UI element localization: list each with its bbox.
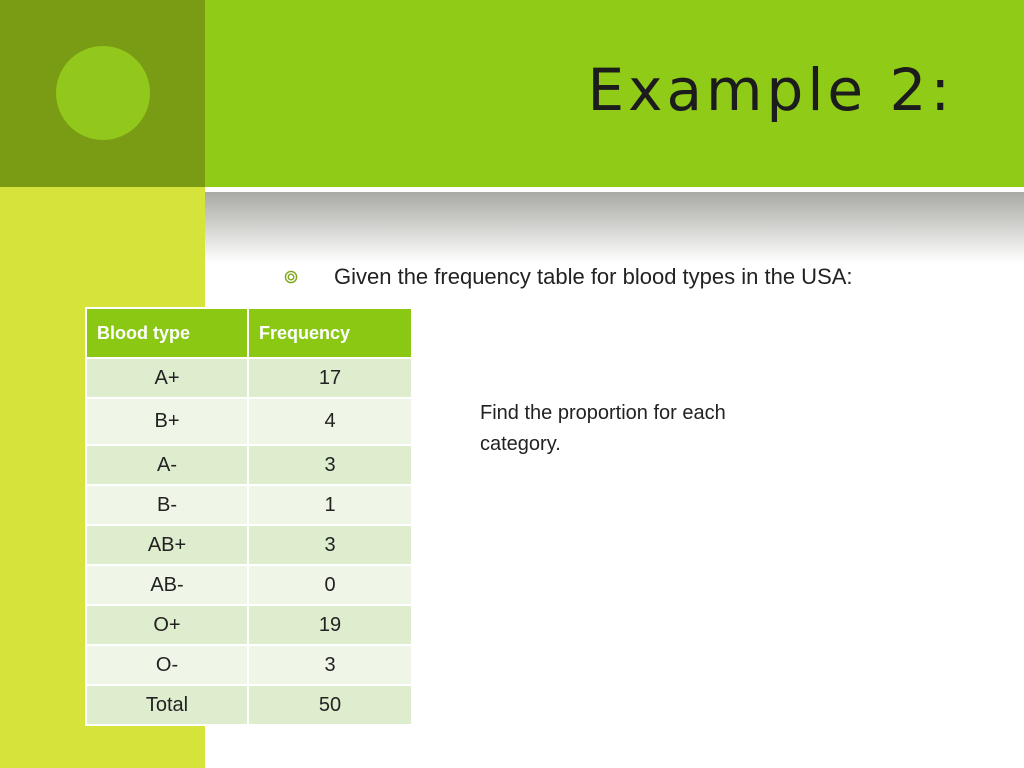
total-value-cell: 50 [248, 685, 412, 725]
frequency-cell: 19 [248, 605, 412, 645]
blood-type-cell: O+ [86, 605, 248, 645]
frequency-cell: 4 [248, 398, 412, 445]
blood-type-cell: B+ [86, 398, 248, 445]
column-header-blood-type: Blood type [86, 308, 248, 358]
frequency-cell: 17 [248, 358, 412, 398]
frequency-table [85, 307, 413, 726]
table-total-row [86, 685, 412, 725]
instruction-text: Find the proportion for each category. [480, 402, 726, 455]
table-row [86, 485, 412, 525]
total-label-cell: Total [86, 685, 248, 725]
decorative-circle [56, 46, 150, 140]
blood-type-cell: A+ [86, 358, 248, 398]
table-row [86, 605, 412, 645]
frequency-cell: 3 [248, 645, 412, 685]
column-header-frequency: Frequency [248, 308, 412, 358]
blood-type-cell: A- [86, 445, 248, 485]
blood-type-cell: AB- [86, 565, 248, 605]
blood-type-cell: O- [86, 645, 248, 685]
blood-type-cell: B- [86, 485, 248, 525]
table-row [86, 565, 412, 605]
table-header-row [86, 308, 412, 358]
table-row [86, 525, 412, 565]
bullet-icon [284, 270, 298, 284]
decorative-corner-block [0, 0, 205, 187]
frequency-cell: 1 [248, 485, 412, 525]
frequency-cell: 3 [248, 445, 412, 485]
table-row [86, 445, 412, 485]
slide-title: Example 2: [587, 56, 954, 124]
bullet-text: Given the frequency table for blood types in the USA: [334, 264, 853, 289]
gradient-band [205, 192, 1024, 264]
frequency-cell: 0 [248, 565, 412, 605]
table-row [86, 645, 412, 685]
frequency-cell: 3 [248, 525, 412, 565]
blood-type-cell: AB+ [86, 525, 248, 565]
table-row [86, 398, 412, 445]
table-row [86, 358, 412, 398]
